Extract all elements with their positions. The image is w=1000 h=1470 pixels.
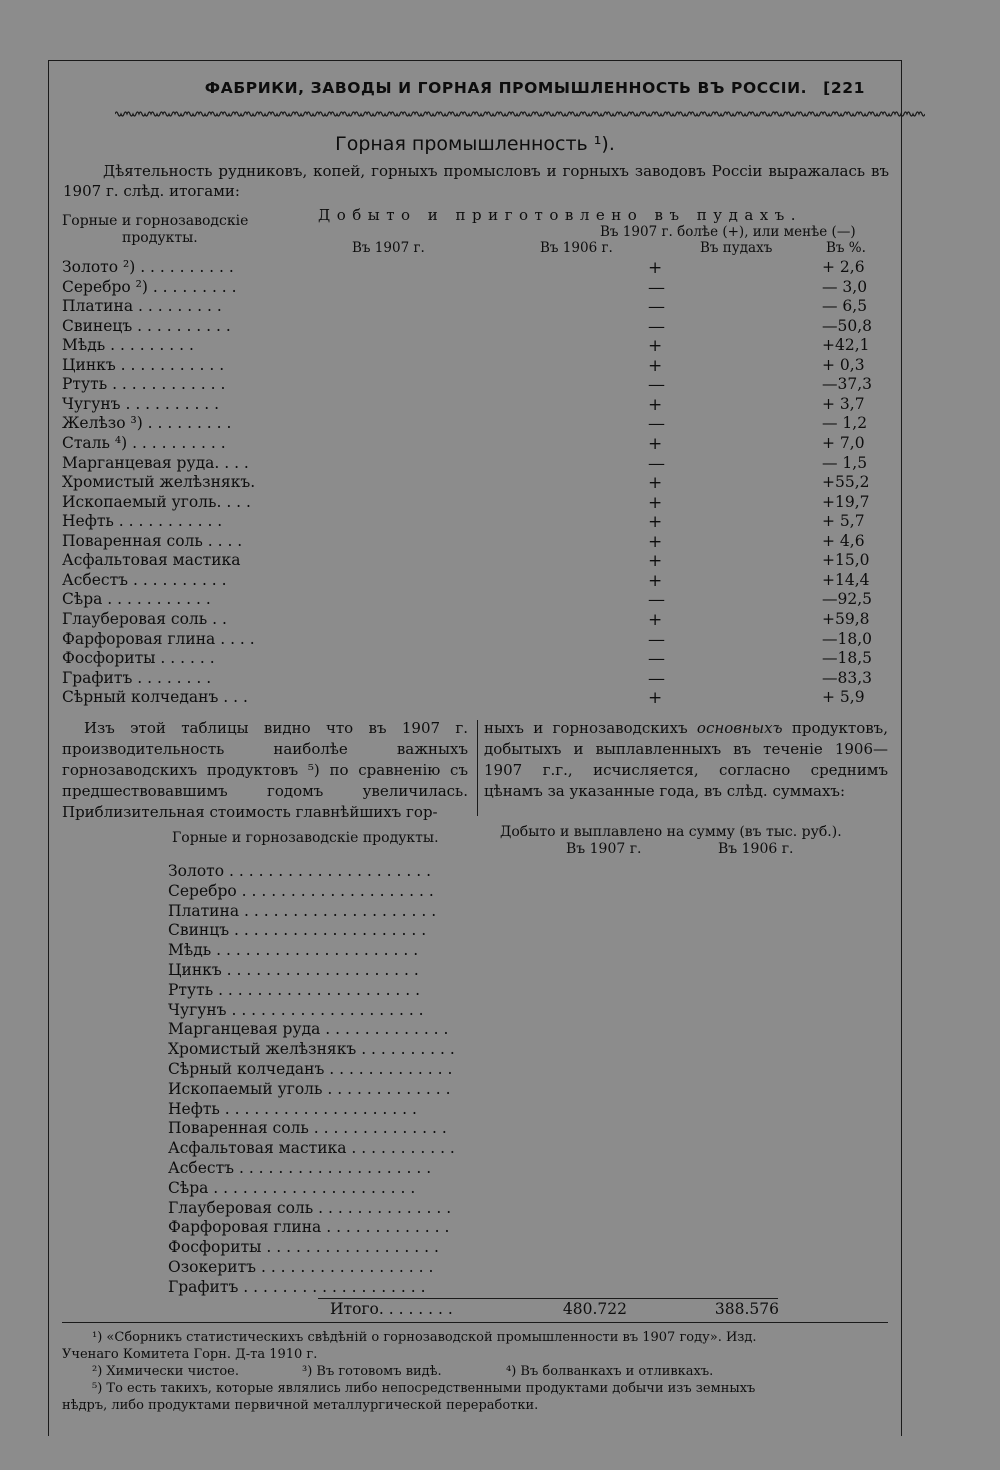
t1-row-name: Сѣра . . . . . . . . . . . [62, 590, 211, 609]
total-1906: 388.576 [714, 1300, 779, 1318]
t2-row-name: Ископаемый уголь . . . . . . . . . . . . . [168, 1079, 451, 1098]
t2-row-name: Хромистый желѣзнякъ . . . . . . . . . . [168, 1040, 455, 1059]
t1-row-name: Платина . . . . . . . . . [62, 297, 222, 316]
t1-row-name: Нефть . . . . . . . . . . . [62, 512, 223, 531]
total-label: Итого. . . . . . . . [330, 1300, 453, 1318]
t2-row-name: Платина . . . . . . . . . . . . . . . . . . . . [168, 901, 437, 920]
t1-row-name: Чугунъ . . . . . . . . . . [62, 394, 220, 413]
t2-row-name: Мѣдь . . . . . . . . . . . . . . . . . . . . . [168, 941, 419, 960]
t1-row-pct: — 1,2 [822, 414, 868, 433]
t2-row-name: Нефть . . . . . . . . . . . . . . . . . . . . [168, 1099, 417, 1118]
t1-row-sign: + [648, 609, 663, 630]
t1-row-pct: +19,7 [822, 492, 870, 511]
t1-row-pct: —37,3 [822, 375, 873, 394]
paragraph-right [484, 718, 888, 802]
t1-row-sign: + [648, 531, 663, 552]
col-products-line2: продукты. [122, 230, 198, 246]
t2-row-name: Поваренная соль . . . . . . . . . . . . . . [168, 1119, 447, 1138]
t1-row-pct: —18,5 [822, 649, 873, 667]
t1-row-name: Свинецъ . . . . . . . . . . [62, 316, 231, 335]
t1-row-sign: — [648, 629, 665, 650]
page-number: [221 [823, 79, 865, 97]
t2-row-name: Фосфориты . . . . . . . . . . . . . . . . . . [168, 1238, 439, 1257]
group-header: Добыто и приготовлено въ пудахъ. [318, 206, 803, 224]
t1-row-sign: + [648, 512, 663, 533]
t2-row-name: Асбестъ . . . . . . . . . . . . . . . . . . . . [168, 1159, 432, 1177]
t2-col-products: Горные и горнозаводскіе продукты. [172, 830, 439, 846]
t2-row-name: Марганцевая руда . . . . . . . . . . . . . [168, 1020, 449, 1039]
t1-row-sign: + [648, 434, 663, 454]
t1-row-name: Поваренная соль . . . . [62, 531, 243, 550]
t2-row-name: Сѣрный колчеданъ . . . . . . . . . . . . . [168, 1060, 453, 1078]
intro-paragraph: Дѣятельность рудниковъ, копей, горныхъ промысловъ и горныхъ заводовъ Россіи выражалась въ 1907 г. слѣд. итогами: [63, 162, 889, 200]
t2-col-1906: Въ 1906 г. [718, 841, 794, 857]
paragraph-left-text: Изъ этой таблицы видно что въ 1907 г. производительность наиболѣе важныхъ горнозаводскихъ продуктовъ ⁵) по сравненію съ предшествовавшимъ годомъ увеличилась. Приблизительная стоимость главнѣйшихъ гор- [62, 719, 468, 821]
t1-row-sign: + [648, 336, 663, 357]
footnote-rule [62, 1322, 888, 1323]
t1-row-sign: — [648, 649, 665, 669]
t1-row-name: Желѣзо ³) . . . . . . . . . [62, 414, 232, 433]
t2-row-name: Свинцъ . . . . . . . . . . . . . . . . . . . . [168, 921, 427, 940]
t1-row-name: Серебро ²) . . . . . . . . . [62, 277, 237, 296]
t1-row-sign: — [648, 453, 665, 474]
total-1907: 480.722 [562, 1300, 627, 1318]
t1-row-name: Ископаемый уголь. . . . [62, 492, 251, 511]
t1-row-pct: + 5,7 [822, 512, 865, 531]
t1-row-sign: + [648, 570, 663, 591]
t1-row-sign: + [648, 355, 663, 376]
t2-row-name: Ртуть . . . . . . . . . . . . . . . . . . . . . [168, 980, 421, 999]
t1-row-sign: — [648, 277, 665, 298]
t1-row-name: Фосфориты . . . . . . [62, 649, 215, 667]
t1-row-pct: — 1,5 [822, 453, 868, 472]
t1-row-name: Цинкъ . . . . . . . . . . . [62, 355, 225, 374]
col-1907-header: Въ 1907 г. [352, 240, 425, 256]
t1-row-pct: +59,8 [822, 609, 870, 628]
t1-row-sign: — [648, 590, 665, 611]
t1-row-sign: + [648, 394, 663, 415]
t1-row-sign: + [648, 688, 663, 709]
production-table [0, 0, 1000, 720]
t1-row-sign: — [648, 316, 665, 337]
t1-row-name: Сѣрный колчеданъ . . . [62, 688, 248, 707]
t1-row-pct: —92,5 [822, 590, 873, 609]
paragraph-right-text-b: продуктовъ, добытыхъ и выплавленныхъ въ теченіе 1906—1907 г.г., исчисляется, согласно среднимъ цѣнамъ за указанные года, въ слѣд. суммахъ: [484, 719, 888, 800]
col-diff-pct-header: Въ %. [826, 240, 866, 256]
t1-row-pct: + 0,3 [822, 355, 865, 374]
t2-group-header: Добыто и выплавлено на сумму (въ тыс. руб.). [500, 824, 842, 840]
t1-row-pct: + 3,7 [822, 394, 865, 413]
t1-row-name: Графитъ . . . . . . . . [62, 668, 212, 687]
t1-row-pct: —18,0 [822, 629, 873, 648]
t2-row-name: Чугунъ . . . . . . . . . . . . . . . . . . . . [168, 1000, 424, 1019]
col-products-line1: Горные и горнозаводскіе [62, 213, 249, 229]
t1-row-sign: — [648, 375, 665, 396]
t2-row-name: Глауберовая соль . . . . . . . . . . . . . . [168, 1198, 452, 1217]
t2-row-name: Сѣра . . . . . . . . . . . . . . . . . . . . . [168, 1178, 416, 1197]
t1-row-name: Ртуть . . . . . . . . . . . . [62, 375, 226, 394]
t1-row-sign: + [648, 492, 663, 513]
t1-row-name: Глауберовая соль . . [62, 609, 227, 628]
t1-row-pct: +14,4 [822, 570, 870, 589]
paragraph-right-text-a: ныхъ и горнозаводскихъ [484, 719, 697, 737]
footnote-5-line1: ⁵) То есть такихъ, которые являлись либо непосредственными продуктами добычи изъ земныхъ [92, 1381, 756, 1396]
t2-row-name: Фарфоровая глина . . . . . . . . . . . . . [168, 1218, 450, 1237]
footnote-2: ²) Химически чистое. [92, 1364, 239, 1379]
t1-row-pct: + 2,6 [822, 258, 865, 276]
t2-col-1907: Въ 1907 г. [566, 841, 642, 857]
t2-row-name: Графитъ . . . . . . . . . . . . . . . . . . . [168, 1277, 426, 1296]
t1-row-sign: — [648, 414, 665, 435]
t1-row-name: Фарфоровая глина . . . . [62, 629, 255, 648]
t1-row-sign: + [648, 551, 663, 572]
footnote-5-line2: нѣдръ, либо продуктами первичной металлургической переработки. [62, 1398, 539, 1413]
t1-row-pct: +15,0 [822, 551, 870, 570]
total-rule [318, 1298, 778, 1299]
col-1906-header: Въ 1906 г. [540, 240, 613, 256]
footnote-1-line1: ¹) «Сборникъ статистическихъ свѣдѣній о горнозаводской промышленности въ 1907 году». Изд. [92, 1330, 757, 1345]
t1-row-sign: + [648, 258, 663, 278]
section-title: Горная промышленность ¹). [335, 133, 615, 155]
t1-row-pct: + 5,9 [822, 688, 865, 707]
t1-row-name: Мѣдь . . . . . . . . . [62, 336, 194, 355]
t1-row-pct: —83,3 [822, 668, 873, 687]
t2-row-name: Цинкъ . . . . . . . . . . . . . . . . . . . . [168, 961, 419, 979]
t2-row-name: Асфальтовая мастика . . . . . . . . . . . [168, 1139, 455, 1158]
paragraph-left [62, 718, 468, 823]
t1-row-pct: —50,8 [822, 316, 873, 335]
footnote-4: ⁴) Въ болванкахъ и отливкахъ. [506, 1364, 714, 1379]
t1-row-name: Асфальтовая мастика [62, 551, 241, 570]
t1-row-sign: — [648, 297, 665, 318]
paragraph-right-emphasis: основныхъ [696, 719, 783, 737]
footnote-3: ³) Въ готовомъ видѣ. [302, 1364, 442, 1379]
t1-row-pct: + 7,0 [822, 434, 865, 452]
col-diff-header: Въ 1907 г. болѣе (+), или менѣе (—) [600, 224, 856, 240]
t1-row-name: Золото ²) . . . . . . . . . . [62, 258, 234, 276]
t2-row-name: Серебро . . . . . . . . . . . . . . . . . . . . [168, 881, 434, 900]
t1-row-sign: — [648, 668, 665, 689]
column-divider [477, 720, 478, 816]
t1-row-sign: + [648, 473, 663, 494]
t1-row-pct: +55,2 [822, 473, 870, 492]
t1-row-pct: + 4,6 [822, 531, 865, 550]
t2-row-name: Озокеритъ . . . . . . . . . . . . . . . . . . [168, 1258, 434, 1276]
t2-row-name: Золото . . . . . . . . . . . . . . . . . . . . . [168, 862, 432, 880]
t1-row-pct: — 6,5 [822, 297, 868, 316]
t1-row-name: Асбестъ . . . . . . . . . . [62, 570, 227, 589]
footnote-1-line2: Ученаго Комитета Горн. Д-та 1910 г. [62, 1347, 318, 1362]
t1-row-name: Марганцевая руда. . . . [62, 453, 249, 472]
col-diff-poods-header: Въ пудахъ [700, 240, 773, 256]
t1-row-name: Хромистый желѣзнякъ. [62, 473, 256, 492]
t1-row-pct: +42,1 [822, 336, 870, 355]
header-title: ФАБРИКИ, ЗАВОДЫ И ГОРНАЯ ПРОМЫШЛЕННОСТЬ ВЪ РОССІИ. [204, 79, 808, 97]
t1-row-name: Сталь ⁴) . . . . . . . . . . [62, 434, 226, 452]
t1-row-pct: — 3,0 [822, 277, 868, 296]
